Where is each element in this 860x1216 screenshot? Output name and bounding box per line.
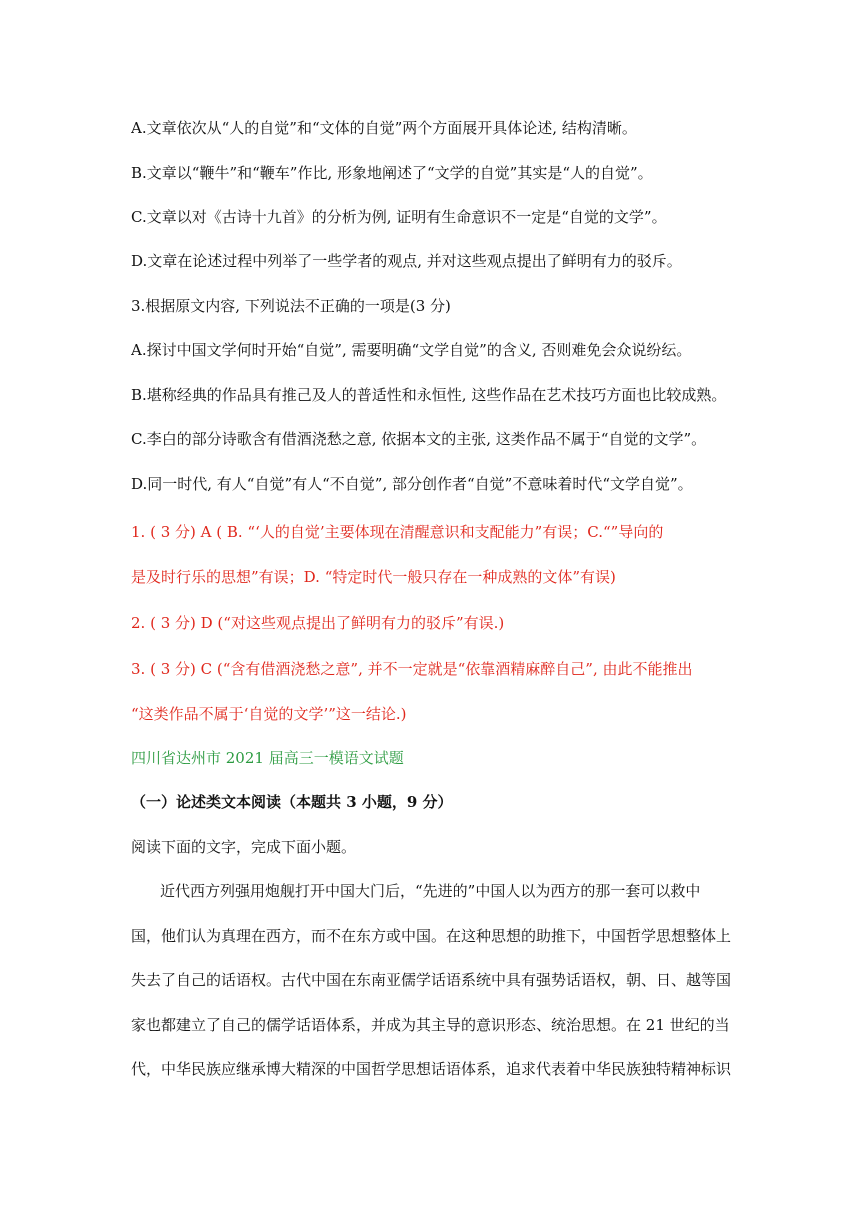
section-heading: （一）论述类文本阅读（本题共 3 小题，9 分）: [131, 793, 453, 811]
q3-option-b: B.堪称经典的作品具有推己及人的普适性和永恒性, 这些作品在艺术技巧方面也比较成熟。: [131, 386, 727, 404]
q3-option-c: C.李白的部分诗歌含有借酒浇愁之意, 依据本文的主张, 这类作品不属于“自觉的文学”。: [131, 430, 707, 448]
answer-1-line-2: 是及时行乐的思想”有误；D. “特定时代一般只存在一种成熟的文体”有误): [131, 568, 616, 586]
answer-3-line-2: “这类作品不属于‘自觉的文学’”这一结论.): [131, 705, 407, 723]
paragraph-line-2: 国，他们认为真理在西方，而不在东方或中国。在这种思想的助推下，中国哲学思想整体上: [131, 927, 732, 945]
paragraph-line-5: 代，中华民族应继承博大精深的中国哲学思想话语体系，追求代表着中华民族独特精神标识: [131, 1060, 732, 1078]
q3-option-d: D.同一时代, 有人“自觉”有人“不自觉”, 部分创作者“自觉”不意味着时代“文学自觉”。: [131, 475, 693, 493]
q3-option-a: A.探讨中国文学何时开始“自觉”, 需要明确“文学自觉”的含义, 否则难免会众说纷纭。: [131, 341, 692, 359]
q3-stem: 3.根据原文内容, 下列说法不正确的一项是(3 分): [131, 297, 451, 315]
paragraph-line-4: 家也都建立了自己的儒学话语体系，并成为其主导的意识形态、统治思想。在 21 世纪的当: [131, 1016, 730, 1034]
q2-option-b: B.文章以“鞭牛”和“鞭车”作比, 形象地阐述了“文学的自觉”其实是“人的自觉”。: [131, 164, 653, 182]
q2-option-c: C.文章以对《古诗十九首》的分析为例, 证明有生命意识不一定是“自觉的文学”。: [131, 208, 667, 226]
answer-3-line-1: 3. ( 3 分) C (“含有借酒浇愁之意”, 并不一定就是“依靠酒精麻醉自己”, 由此不能推出: [131, 660, 693, 678]
answer-2-line-1: 2. ( 3 分) D (“对这些观点提出了鲜明有力的驳斥”有误.): [131, 614, 505, 632]
paragraph-line-3: 失去了自己的话语权。古代中国在东南亚儒学话语系统中具有强势话语权，朝、日、越等国: [131, 971, 732, 989]
instruction: 阅读下面的文字，完成下面小题。: [131, 838, 357, 856]
exam-title: 四川省达州市 2021 届高三一模语文试题: [131, 749, 404, 767]
q2-option-d: D.文章在论述过程中列举了一些学者的观点, 并对这些观点提出了鲜明有力的驳斥。: [131, 252, 682, 270]
paragraph-line-1: 近代西方列强用炮舰打开中国大门后，“先进的”中国人以为西方的那一套可以救中: [160, 882, 701, 900]
q2-option-a: A.文章依次从“人的自觉”和“文体的自觉”两个方面展开具体论述, 结构清晰。: [131, 119, 637, 137]
answer-1-line-1: 1. ( 3 分) A ( B. “‘人的自觉’主要体现在清醒意识和支配能力”有误；C.“”导向的: [131, 523, 664, 541]
